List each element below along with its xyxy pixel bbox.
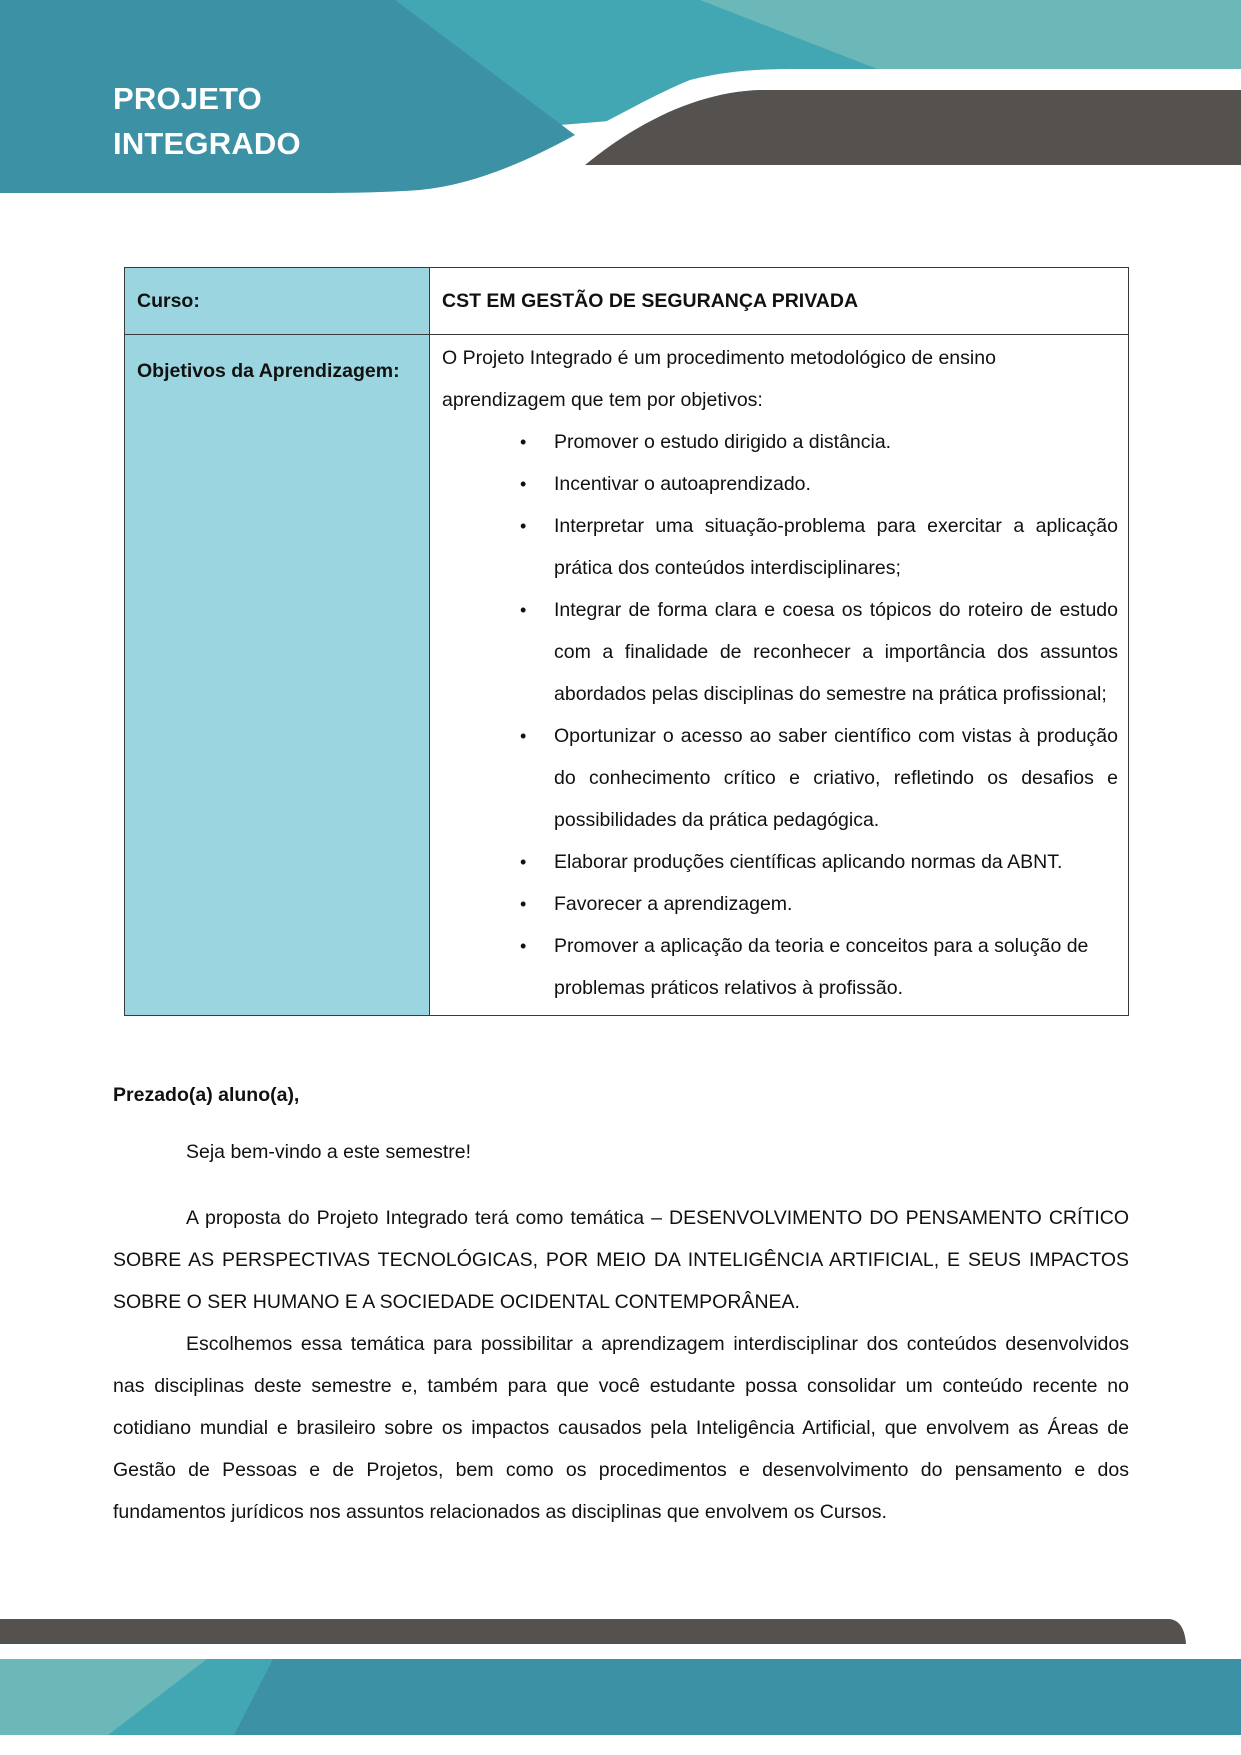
bullet-icon: •: [520, 852, 527, 872]
objectives-label: Objetivos da Aprendizagem:: [125, 335, 430, 1016]
letter-paragraph-theme: [113, 1197, 1129, 1323]
course-value: CST EM GESTÃO DE SEGURANÇA PRIVADA: [430, 268, 1129, 335]
paragraph-text: Escolhemos essa temática para possibilitar a aprendizagem interdisciplinar dos conteúdos desenvolvidos nas disciplinas deste semestre e, também para que você estudante possa consolidar um conteúdo recente no cotidiano mundial e brasileiro sobre os impactos causados pela Inteligência Artificial, que envolvem as Áreas de Gestão de Pessoas e de Projetos, bem como os procedimentos e desenvolvimento do pensamento e dos fundamentos jurídicos nos assuntos relacionados as disciplinas que envolvem os Cursos.: [113, 1333, 1129, 1523]
bullet-icon: •: [520, 600, 527, 620]
objective-item: [442, 505, 1118, 589]
bullet-icon: •: [520, 936, 527, 956]
objective-item: [442, 841, 1118, 883]
objective-text: Promover a aplicação da teoria e conceitos para a solução de problemas práticos relativos à profissão.: [554, 935, 1089, 999]
objective-item: [442, 715, 1118, 841]
objective-text: Promover o estudo dirigido a distância.: [554, 431, 892, 453]
objectives-intro-line-2: aprendizagem que tem por objetivos:: [442, 389, 763, 411]
bullet-icon: •: [520, 894, 527, 914]
title-line-2: INTEGRADO: [113, 126, 301, 161]
letter-greeting: Prezado(a) aluno(a),: [113, 1084, 300, 1106]
course-label: Curso:: [125, 268, 430, 335]
objective-text: Oportunizar o acesso ao saber científico com vistas à produção do conhecimento crítico e criativo, refletindo os desafios e possibilidades da prática pedagógica.: [554, 725, 1118, 831]
objective-text: Interpretar uma situação-problema para exercitar a aplicação prática dos conteúdos interdisciplinares;: [554, 515, 1118, 579]
objectives-row: [125, 335, 1129, 1016]
objectives-content: [430, 335, 1129, 1016]
objective-item: [442, 925, 1118, 1009]
document-title: [113, 76, 301, 166]
objective-item: [442, 421, 1118, 463]
bullet-icon: •: [520, 474, 527, 494]
bullet-icon: •: [520, 516, 527, 536]
course-row: [125, 268, 1129, 335]
course-info-table: [124, 267, 1129, 1016]
letter-welcome: Seja bem-vindo a este semestre!: [186, 1141, 472, 1163]
bullet-icon: •: [520, 432, 527, 452]
objectives-list: [442, 421, 1118, 1009]
bullet-icon: •: [520, 726, 527, 746]
objective-text: Incentivar o autoaprendizado.: [554, 473, 811, 495]
title-line-1: PROJETO: [113, 81, 262, 116]
objectives-intro: [442, 337, 1118, 421]
objective-text: Elaborar produções científicas aplicando normas da ABNT.: [554, 851, 1063, 873]
paragraph-text: A proposta do Projeto Integrado terá como temática – DESENVOLVIMENTO DO PENSAMENTO CRÍTICO SOBRE AS PERSPECTIVAS TECNOLÓGICAS, POR MEIO DA INTELIGÊNCIA ARTIFICIAL, E SEUS IMPACTOS SOBRE O SER HUMANO E A SOCIEDADE OCIDENTAL CONTEMPORÂNEA.: [113, 1207, 1129, 1313]
objective-text: Favorecer a aprendizagem.: [554, 893, 793, 915]
objective-item: [442, 589, 1118, 715]
objective-item: [442, 463, 1118, 505]
objectives-intro-line-1: O Projeto Integrado é um procedimento metodológico de ensino: [442, 347, 996, 369]
objective-item: [442, 883, 1118, 925]
footer-banner-graphic: [0, 1600, 1241, 1755]
objective-text: Integrar de forma clara e coesa os tópicos do roteiro de estudo com a finalidade de reconhecer a importância dos assuntos abordados pelas disciplinas do semestre na prática profissional;: [554, 599, 1118, 705]
letter-paragraph-rationale: [113, 1323, 1129, 1533]
